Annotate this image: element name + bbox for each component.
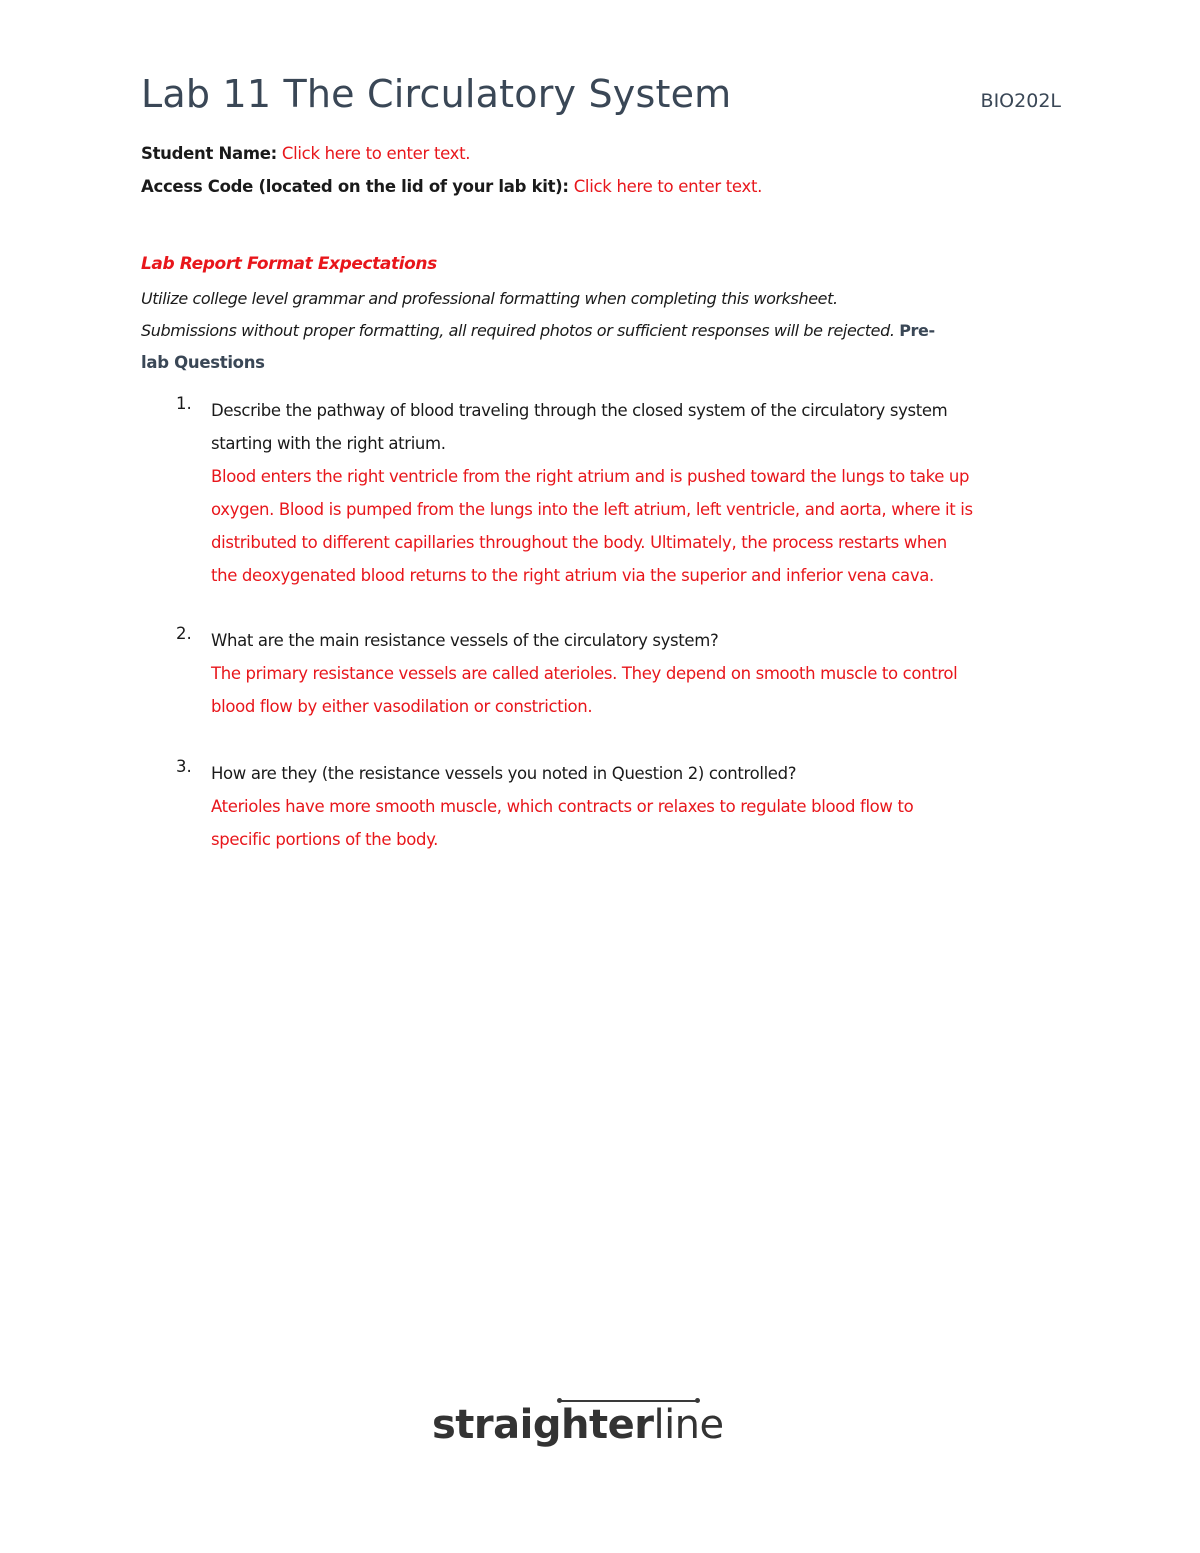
straighterline-logo (432, 1400, 762, 1460)
access-code-line (141, 177, 762, 196)
course-code: BIO202L (980, 90, 1061, 112)
question-body (211, 624, 1071, 723)
question-text: What are the main resistance vessels of the circulatory system? (211, 631, 719, 650)
question-text: How are they (the resistance vessels you noted in Question 2) controlled? (211, 764, 797, 783)
student-name-label: Student Name: (141, 144, 277, 163)
logo-wordmark (432, 1402, 724, 1448)
answer-text[interactable]: The primary resistance vessels are called aterioles. They depend on smooth muscle to control blood flow by either vasodilation or constriction. (211, 664, 958, 716)
answer-text[interactable]: Blood enters the right ventricle from the right atrium and is pushed toward the lungs to take up oxygen. Blood is pumped from the lungs into the left atrium, left ventricle, and aorta, where it is distributed to different capillaries throughout the body. Ultimately, the process restarts when the deoxygenated blood returns to the right atrium via the superior and inferior vena cava. (211, 467, 973, 585)
access-code-label: Access Code (located on the lid of your lab kit): (141, 177, 569, 196)
expectations-line-2 (141, 321, 935, 340)
expectations-line-1: Utilize college level grammar and professional formatting when completing this worksheet. (141, 289, 838, 308)
access-code-field[interactable]: Click here to enter text. (573, 177, 763, 196)
student-name-line (141, 144, 470, 163)
title-row (141, 72, 1061, 132)
prelab-heading-part2: lab Questions (141, 353, 265, 372)
prelab-heading-part1: Pre- (899, 321, 935, 340)
expectations-heading: Lab Report Format Expectations (141, 254, 437, 274)
question-number: 1. (176, 394, 192, 413)
student-name-field[interactable]: Click here to enter text. (281, 144, 471, 163)
question-body (211, 394, 1071, 592)
question-body (211, 757, 1071, 856)
logo-text-bold: straighter (432, 1402, 654, 1448)
page-title: Lab 11 The Circulatory System (141, 72, 732, 116)
logo-text-light: line (653, 1402, 724, 1448)
question-text: Describe the pathway of blood traveling through the closed system of the circulatory system starting with the right atrium. (211, 401, 948, 453)
question-number: 3. (176, 757, 192, 776)
answer-text[interactable]: Aterioles have more smooth muscle, which contracts or relaxes to regulate blood flow to specific portions of the body. (211, 797, 914, 849)
question-number: 2. (176, 624, 192, 643)
expectations-line-2-text: Submissions without proper formatting, all required photos or sufficient responses will be rejected. (141, 321, 895, 340)
